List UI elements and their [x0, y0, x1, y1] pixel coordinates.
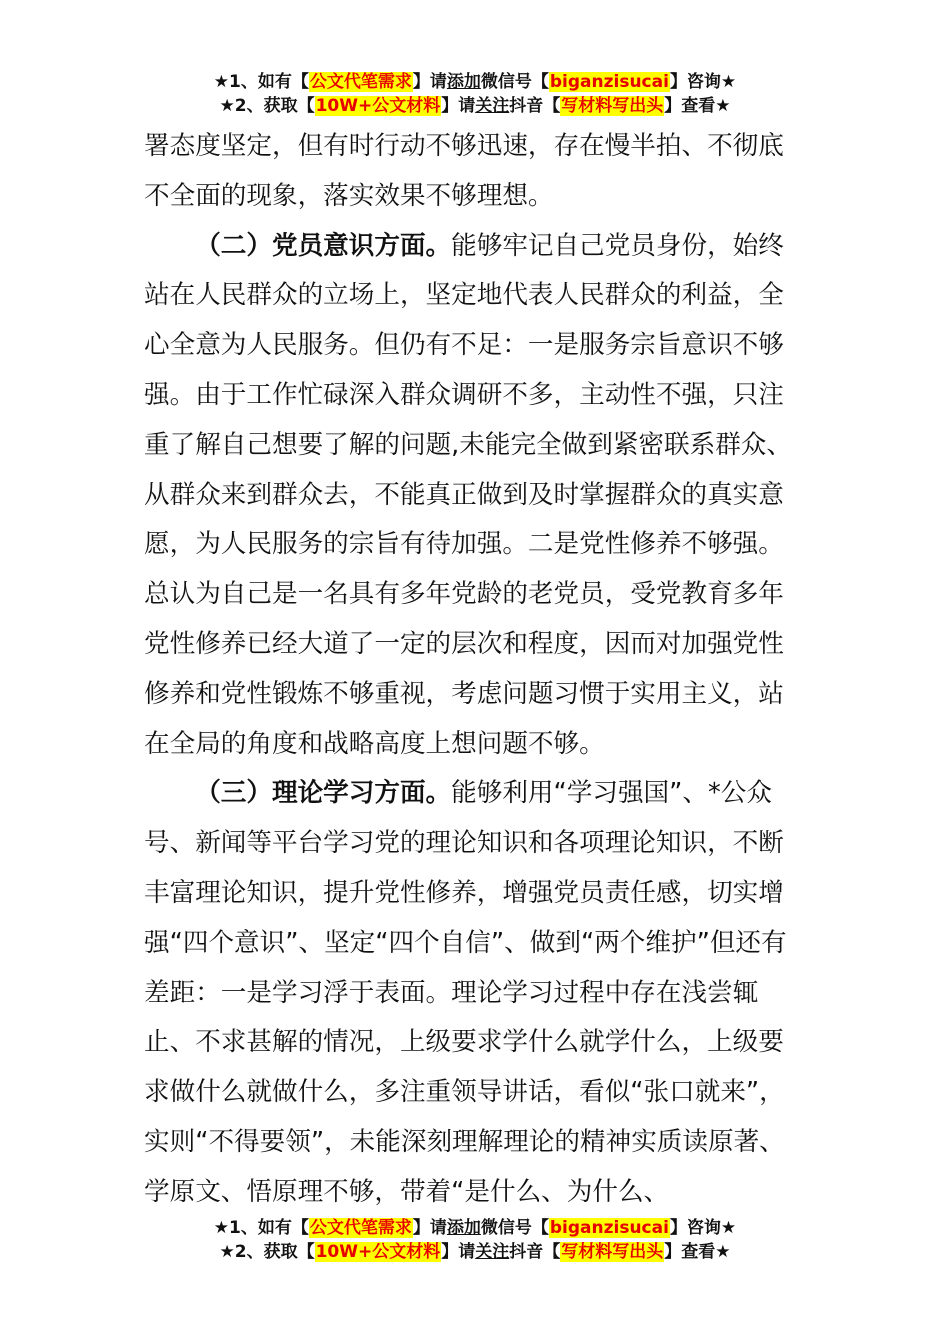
highlight-wechat-id: biganzisucai [549, 72, 669, 92]
banner-text: 抖音【 [509, 1242, 561, 1262]
paragraph-2 [144, 222, 808, 770]
banner-text: 】请 [441, 96, 476, 116]
underlined-text: 关注 [475, 96, 510, 116]
banner-text: 】请 [412, 1218, 447, 1238]
banner-text: 】请 [441, 1242, 476, 1262]
highlight-materials: 10W+公文材料 [315, 96, 441, 116]
banner-text: 微信号【 [480, 72, 549, 92]
paragraph-1: 署态度坚定，但有时行动不够迅速，存在慢半拍、不彻底不全面的现象，落实效果不够理想。 [144, 131, 784, 211]
bottom-banner [0, 1216, 950, 1264]
banner-text: 】查看★ [664, 96, 731, 116]
banner-text: 】咨询★ [669, 1218, 737, 1238]
banner-line-1 [0, 70, 950, 94]
highlight-douyin-name: 写材料写出头 [561, 1242, 664, 1262]
highlight-wechat-id: biganzisucai [549, 1218, 669, 1238]
paragraph-3-body: 能够利用“学习强国”、*公众号、新闻等平台学习党的理论知识和各项理论知识，不断丰富理论知识，提升党性修养，增强党员责任感，切实增强“四个意识”、坚定“四个自信”、做到“两个维护”但还有差距：一是学习浮于表面。理论学习过程中存在浅尝辄止、不求甚解的情况，上级要求学什么就学什么，上级要求做什么就做什么，多注重领导讲话，看似“张口就来”，实则“不得要领”，未能深刻理解理论的精神实质读原著、学原文、悟原理不够，带着“是什么、为什么、 [144, 778, 787, 1207]
banner-line-2 [0, 1240, 950, 1264]
banner-text: 抖音【 [509, 96, 561, 116]
banner-text: 】查看★ [664, 1242, 731, 1262]
top-banner [0, 70, 950, 118]
banner-text: ★2、获取【 [219, 96, 315, 116]
banner-text: 】咨询★ [669, 72, 737, 92]
highlight-service: 公文代笔需求 [309, 1218, 412, 1238]
banner-text: ★1、如有【 [213, 1218, 309, 1238]
underlined-text: 添加 [446, 72, 481, 92]
highlight-service: 公文代笔需求 [309, 72, 412, 92]
paragraph-2-body: 能够牢记自己党员身份，始终站在人民群众的立场上，坚定地代表人民群众的利益，全心全意为人民服务。但仍有不足：一是服务宗旨意识不够强。由于工作忙碌深入群众调研不多，主动性不强，只注重了解自己想要了解的问题,未能完全做到紧密联系群众、从群众来到群众去，不能真正做到及时掌握群众的真实意愿，为人民服务的宗旨有待加强。二是党性修养不够强。总认为自己是一名具有多年党龄的老党员，受党教育多年党性修养已经大道了一定的层次和程度，因而对加强党性修养和党性锻炼不够重视，考虑问题习惯于实用主义，站在全局的角度和战略高度上想问题不够。 [144, 230, 792, 759]
paragraph-3 [144, 769, 808, 1217]
underlined-text: 关注 [475, 1242, 510, 1262]
banner-text: ★2、获取【 [219, 1242, 315, 1262]
document-body [144, 122, 808, 1218]
highlight-douyin-name: 写材料写出头 [561, 96, 664, 116]
underlined-text: 添加 [446, 1218, 481, 1238]
section-heading-theory-study: （三）理论学习方面。 [195, 778, 452, 809]
section-heading-party-awareness: （二）党员意识方面。 [195, 230, 452, 261]
banner-text: ★1、如有【 [213, 72, 309, 92]
banner-text: 】请 [412, 72, 447, 92]
highlight-materials: 10W+公文材料 [315, 1242, 441, 1262]
banner-line-1 [0, 1216, 950, 1240]
banner-text: 微信号【 [480, 1218, 549, 1238]
banner-line-2 [0, 94, 950, 118]
